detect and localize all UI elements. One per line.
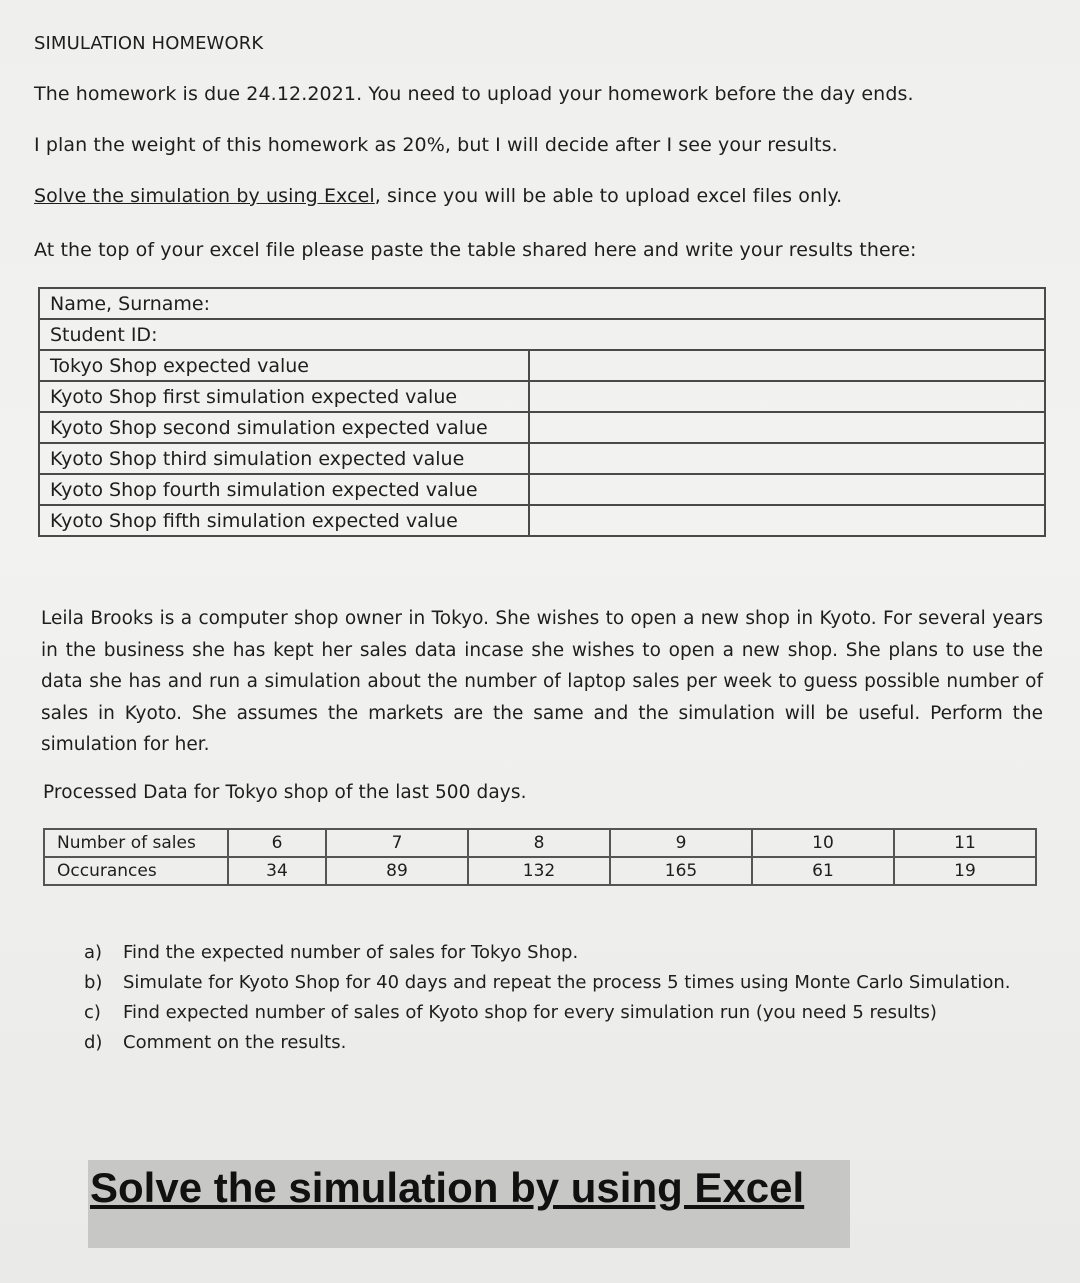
list-item (84, 968, 1039, 998)
name-surname-cell: Name, Surname: (39, 288, 1045, 319)
sales-cell: 10 (752, 829, 894, 857)
sales-cell: 6 (228, 829, 326, 857)
sales-cell: 7 (326, 829, 468, 857)
list-marker: a) (84, 942, 103, 963)
task-text: Find the expected number of sales for Tokyo Shop. (123, 942, 579, 963)
occurrence-cell: 132 (468, 857, 610, 885)
occurrence-cell: 19 (894, 857, 1036, 885)
table-row (39, 474, 1045, 505)
table-row (44, 829, 1036, 857)
result-value-cell (529, 505, 1045, 536)
student-id-cell: Student ID: (39, 319, 1045, 350)
result-label-cell: Kyoto Shop first simulation expected value (39, 381, 529, 412)
table-row (39, 288, 1045, 319)
table-row (39, 319, 1045, 350)
problem-paragraph: Leila Brooks is a computer shop owner in Tokyo. She wishes to open a new shop in Kyoto. For several years in the business she has kept her sales data incase she wishes to open a new shop. She plans to use the data she has and run a simulation about the number of laptop sales per week to guess possible number of sales in Kyoto. She assumes the markets are the same and the simulation will be useful. Perform the simulation for her. (41, 608, 1043, 755)
table-row (44, 857, 1036, 885)
sales-data-table (43, 828, 1037, 886)
table-row (39, 381, 1045, 412)
result-value-cell (529, 474, 1045, 505)
sales-cell: 9 (610, 829, 752, 857)
list-marker: c) (84, 1002, 101, 1023)
row-label: Occurances (44, 857, 228, 885)
list-item (84, 1028, 1039, 1058)
paste-instruction-line: At the top of your excel file please paste the table shared here and write your results there: (34, 239, 917, 261)
result-value-cell (529, 381, 1045, 412)
task-list (84, 938, 1039, 1058)
excel-banner (88, 1160, 850, 1248)
excel-instruction-rest: , since you will be able to upload excel files only. (374, 185, 843, 207)
row-label: Number of sales (44, 829, 228, 857)
result-value-cell (529, 443, 1045, 474)
sales-cell: 11 (894, 829, 1036, 857)
result-label-cell: Kyoto Shop fifth simulation expected value (39, 505, 529, 536)
excel-instruction-underlined: Solve the simulation by using Excel (34, 185, 375, 207)
occurrence-cell: 61 (752, 857, 894, 885)
table-row (39, 505, 1045, 536)
sales-cell: 8 (468, 829, 610, 857)
result-label-cell: Kyoto Shop third simulation expected value (39, 443, 529, 474)
result-label-cell: Kyoto Shop second simulation expected value (39, 412, 529, 443)
list-marker: b) (84, 972, 103, 993)
table-row (39, 443, 1045, 474)
document-title: SIMULATION HOMEWORK (34, 33, 264, 54)
task-text: Comment on the results. (123, 1032, 347, 1053)
occurrence-cell: 165 (610, 857, 752, 885)
result-label-cell: Kyoto Shop fourth simulation expected value (39, 474, 529, 505)
list-marker: d) (84, 1032, 103, 1053)
task-text: Find expected number of sales of Kyoto shop for every simulation run (you need 5 results) (123, 1002, 937, 1023)
weight-line: I plan the weight of this homework as 20%, but I will decide after I see your results. (34, 134, 838, 156)
list-item (84, 938, 1039, 968)
processed-data-label: Processed Data for Tokyo shop of the last 500 days. (43, 782, 527, 803)
list-item (84, 998, 1039, 1028)
occurrence-cell: 34 (228, 857, 326, 885)
result-value-cell (529, 412, 1045, 443)
result-value-cell (529, 350, 1045, 381)
table-row (39, 412, 1045, 443)
due-date-line: The homework is due 24.12.2021. You need to upload your homework before the day ends. (34, 83, 914, 105)
occurrence-cell: 89 (326, 857, 468, 885)
results-table (38, 287, 1046, 537)
excel-instruction-line (34, 185, 842, 207)
result-label-cell: Tokyo Shop expected value (39, 350, 529, 381)
excel-banner-text: Solve the simulation by using Excel (90, 1164, 805, 1211)
task-text: Simulate for Kyoto Shop for 40 days and repeat the process 5 times using Monte Carlo Simulation. (123, 972, 1011, 993)
table-row (39, 350, 1045, 381)
